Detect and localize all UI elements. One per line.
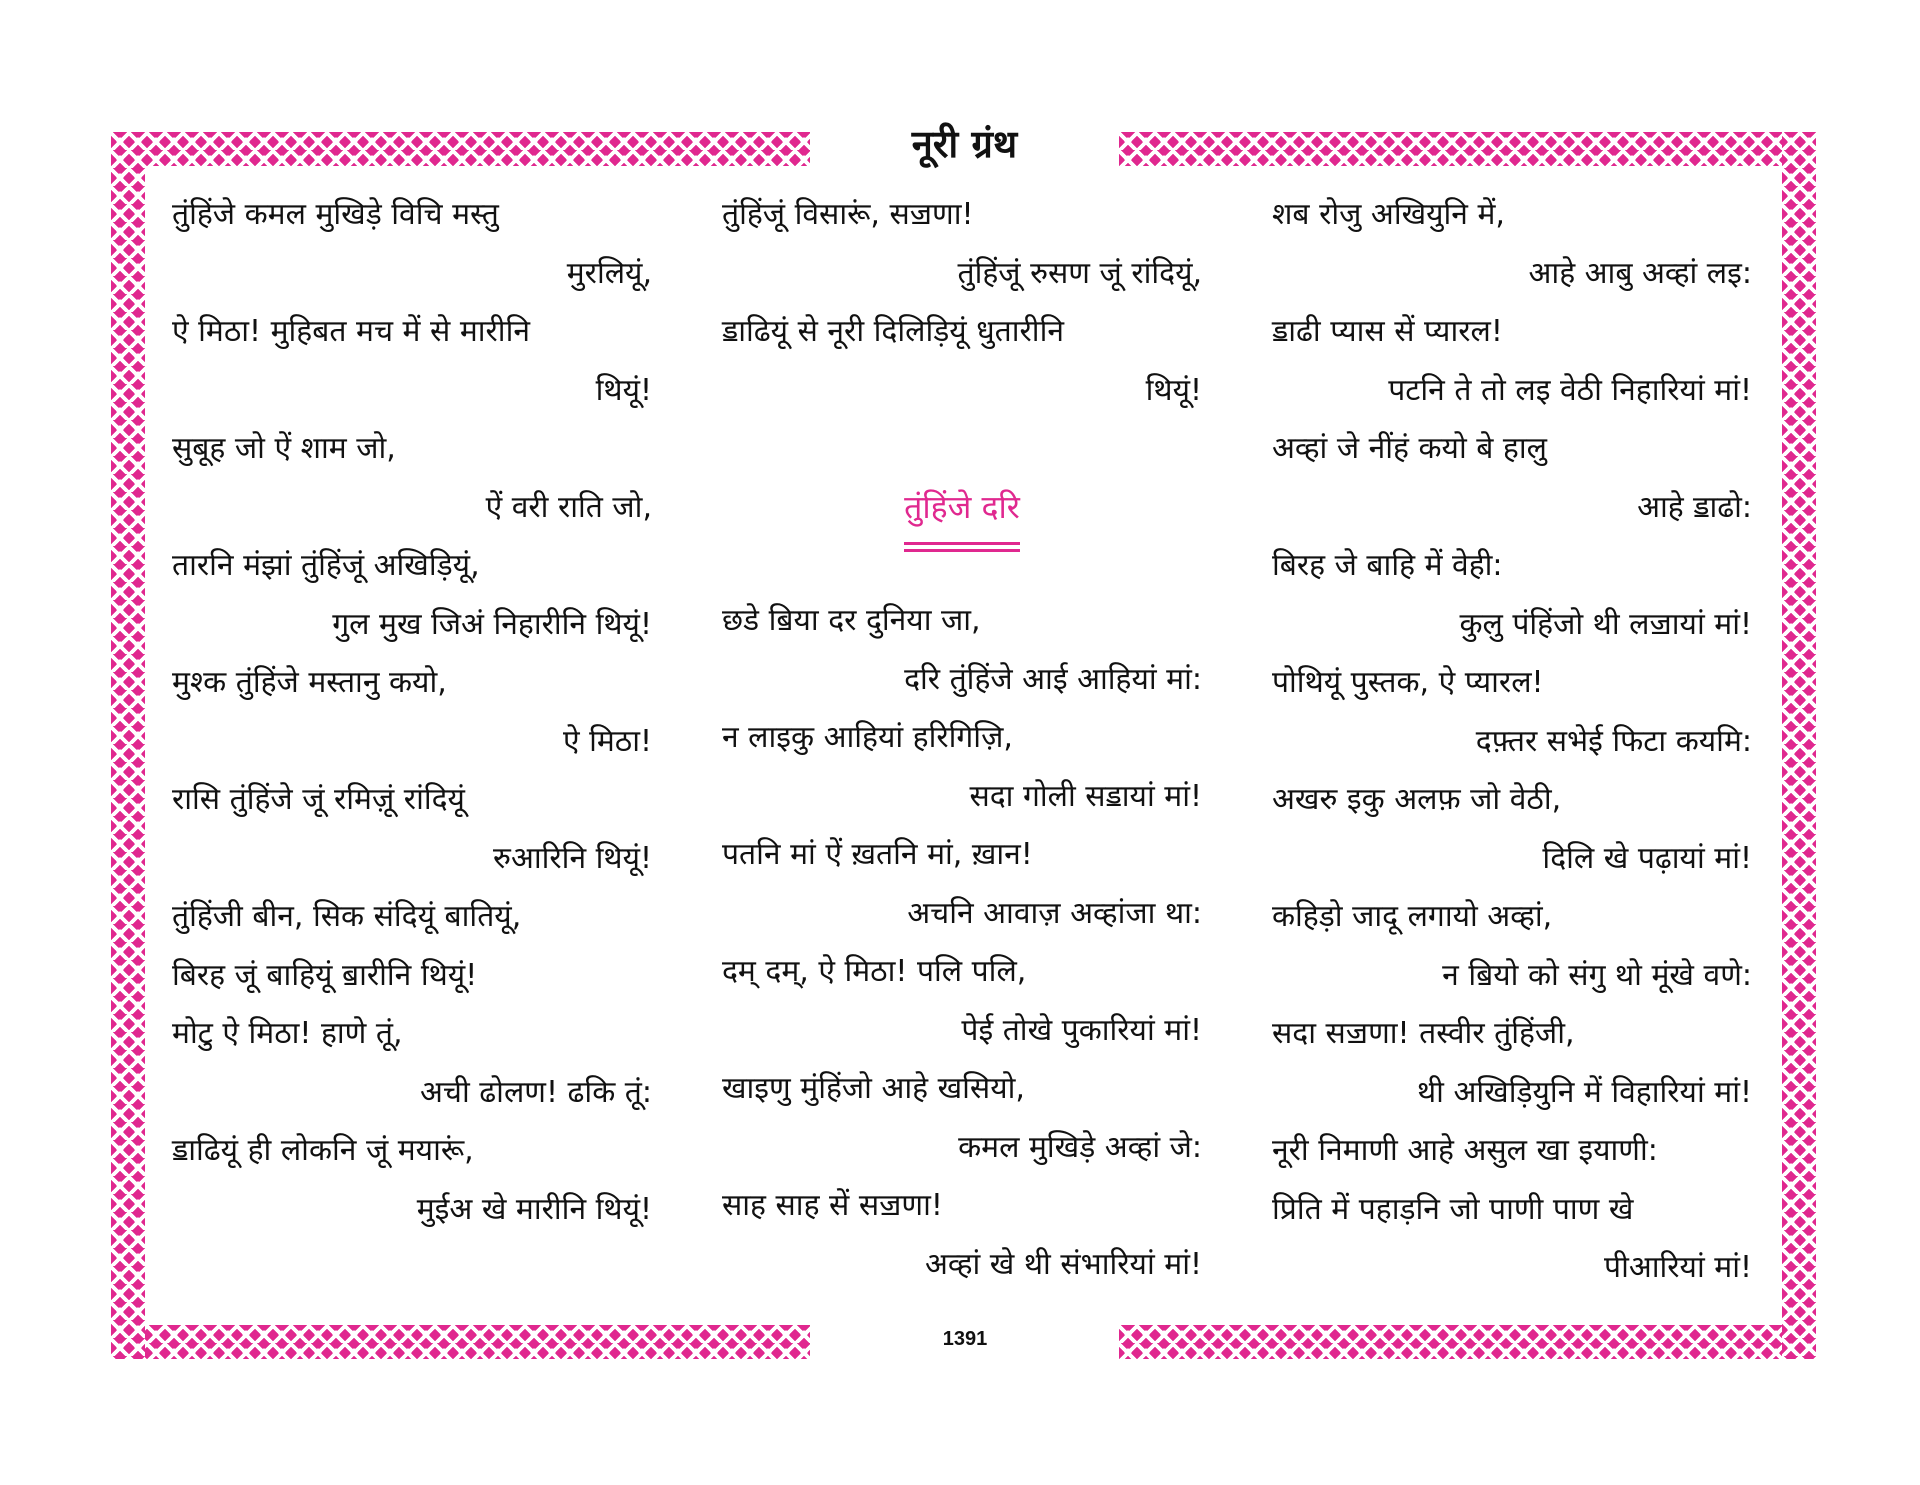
- poem-column-3: [1272, 186, 1752, 1298]
- verse-line: कुलु पंहिंजो थी लॼायां मां!: [1459, 606, 1752, 642]
- ornamental-border-top-right: [1119, 132, 1816, 166]
- verse-line: रुआरिनि थियूं!: [493, 840, 652, 876]
- verse-line: आहे ॾाढो:: [1637, 489, 1752, 525]
- verse-line: अखरु इकु अलफ़ जो वेठी,: [1272, 782, 1562, 817]
- verse-line: तुंहिंजूं रुसण जूं रांदियूं,: [957, 255, 1202, 291]
- verse-line: ऐं वरी राति जो,: [485, 489, 652, 525]
- ornamental-border-bottom-right: [1119, 1325, 1816, 1359]
- ornamental-border-bottom-left: [111, 1325, 810, 1359]
- verse-line: अचनि आवाज़ अव्हांजा था:: [907, 895, 1202, 931]
- verse-line: आहे आबु अव्हां लइ:: [1528, 255, 1752, 291]
- verse-line: अची ढोलण! ढकि तूं:: [420, 1074, 652, 1110]
- ornamental-border-top-left: [111, 132, 810, 166]
- verse-line: न ॿियो को संगु थो मूंखे वणे:: [1442, 957, 1752, 993]
- verse-line: पीआरियां मां!: [1604, 1250, 1752, 1285]
- verse-line: ॾाढियूं से नूरी दिलिड़ियूं धुतारीनि: [722, 314, 1064, 349]
- verse-line: रासि तुंहिंजे जूं रमिज़ूं रांदियूं: [172, 782, 465, 817]
- verse-line: दम् दम्, ऐ मिठा! पलि पलि,: [722, 954, 1027, 989]
- verse-line: बिरह जूं बाहियूं ॿारीनि थियूं!: [172, 957, 478, 993]
- page-number: 1391: [942, 1328, 988, 1350]
- verse-line: अव्हां जे नींहं कयो बे हालु: [1272, 431, 1547, 466]
- verse-line: ऐ मिठा!: [562, 723, 652, 759]
- verse-line: अव्हां खे थी संभारियां मां!: [924, 1246, 1202, 1282]
- poem-column-1: [172, 186, 652, 1239]
- heading-underline: [904, 542, 1020, 552]
- verse-line: साह साह सें सॼणा!: [722, 1188, 943, 1223]
- verse-line: मुरलियूं,: [566, 255, 652, 291]
- verse-line: न लाइकु आहियां हरिगिज़ि,: [722, 720, 1013, 755]
- verse-line: गुल मुख जिअं निहारीनि थियूं!: [332, 606, 652, 642]
- verse-line: खाइणु मुंहिंजो आहे खसियो,: [722, 1071, 1025, 1106]
- verse-line: कहिड़ो जादू लगायो अव्हां,: [1272, 899, 1553, 934]
- verse-line: ॾाढी प्यास सें प्यारल!: [1272, 314, 1503, 349]
- verse-line: सदा सॼणा! तस्वीर तुंहिंजी,: [1272, 1016, 1575, 1051]
- verse-line: दिलि खे पढ़ायां मां!: [1542, 840, 1752, 876]
- verse-line: मुईअ खे मारीनि थियूं!: [416, 1191, 652, 1227]
- verse-line: दफ़्तर सभेई फिटा कयमि:: [1475, 723, 1752, 759]
- ornamental-border-right: [1782, 132, 1816, 1359]
- verse-line: सुबूह जो ऐं शाम जो,: [172, 431, 396, 466]
- poem-column-2: [722, 186, 1202, 1294]
- verse-line: थी अखिड़ियुनि में विहारियां मां!: [1417, 1074, 1752, 1110]
- verse-line: ऐ मिठा! मुहिबत मच में से मारीनि: [172, 314, 530, 349]
- verse-line: सदा गोली सॾायां मां!: [969, 778, 1202, 814]
- verse-line: तारनि मंझां तुंहिंजूं अखिड़ियूं,: [172, 548, 480, 583]
- verse-line: ॾाढियूं ही लोकनि जूं मयारूं,: [172, 1133, 474, 1168]
- verse-line: मुश्क तुंहिंजे मस्तानु कयो,: [172, 665, 447, 700]
- verse-line: थियूं!: [595, 372, 652, 408]
- verse-line: प्रिति में पहाड़नि जो पाणी पाण खे: [1272, 1191, 1634, 1227]
- verse-line: पोथियूं पुस्तक, ऐ प्यारल!: [1272, 665, 1544, 700]
- verse-line: तुंहिंजे कमल मुखिड़े विचि मस्तु: [172, 197, 499, 232]
- verse-line: बिरह जे बाहि में वेही:: [1272, 548, 1503, 583]
- verse-line: शब रोजु अखियुनि में,: [1272, 197, 1505, 232]
- ornamental-border-left: [111, 132, 145, 1359]
- verse-line: पतनि मां ऐं ख़तनि मां, ख़ान!: [722, 837, 1033, 872]
- verse-line: मोटु ऐ मिठा! हाणे तूं,: [172, 1016, 403, 1051]
- verse-line: तुंहिंजूं विसारूं, सॼणा!: [722, 197, 974, 232]
- verse-line: तुंहिंजी बीन, सिक संदियूं बातियूं,: [172, 899, 522, 934]
- verse-line: छडे ॿिया दर दुनिया जा,: [722, 603, 981, 638]
- book-title: नूरी ग्रंथ: [911, 122, 1018, 166]
- verse-line: पेई तोखे पुकारियां मां!: [961, 1012, 1202, 1048]
- verse-line: कमल मुखिड़े अव्हां जे:: [958, 1129, 1202, 1165]
- poem-heading: तुंहिंजे दरि: [904, 488, 1020, 526]
- verse-line: दरि तुंहिंजे आई आहियां मां:: [904, 661, 1202, 697]
- verse-line: थियूं!: [1145, 372, 1202, 408]
- verse-line: नूरी निमाणी आहे असुल खा इयाणी:: [1272, 1133, 1658, 1168]
- verse-line: पटनि ते तो लइ वेठी निहारियां मां!: [1388, 372, 1752, 408]
